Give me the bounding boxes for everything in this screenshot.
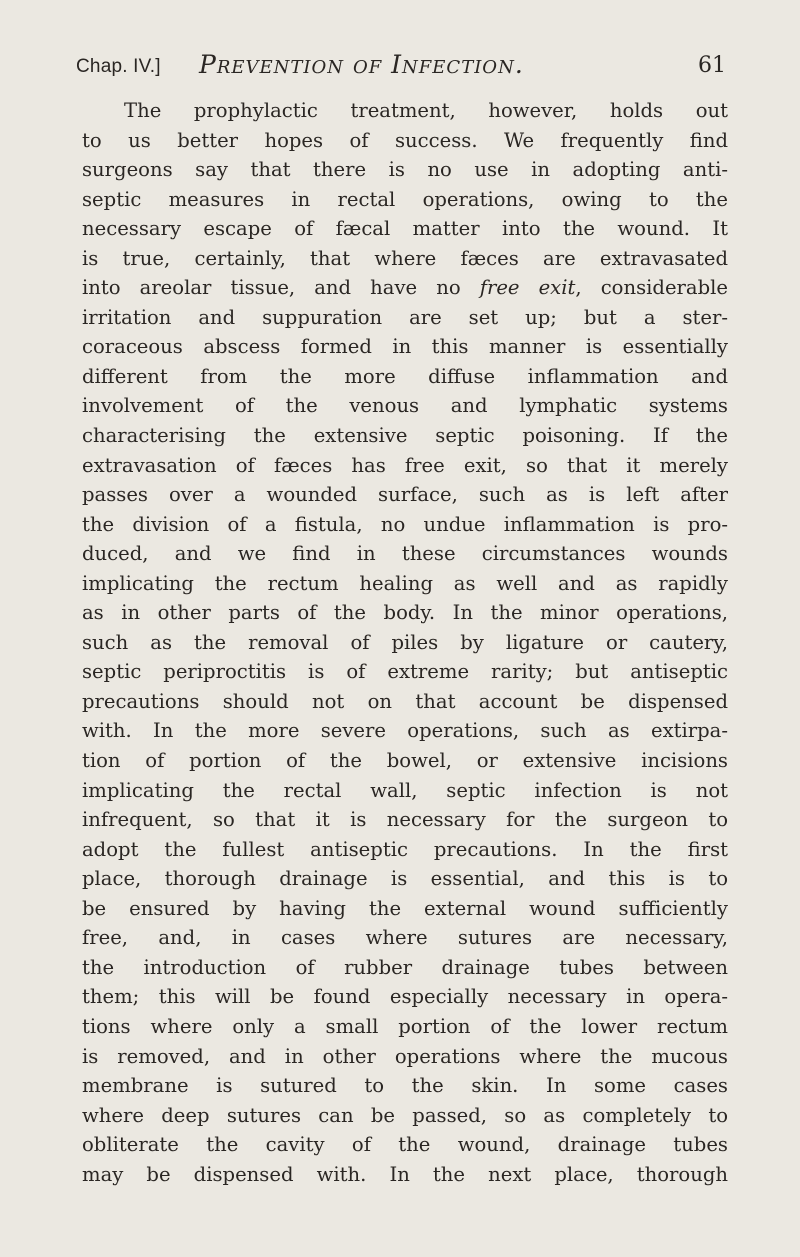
text-line: where deep sutures can be passed, so as completely to	[82, 1103, 728, 1127]
running-head	[76, 50, 726, 90]
body-paragraph	[82, 96, 728, 1189]
text-line: irritation and suppuration are set up; but a ster-	[82, 305, 728, 329]
text-line: involvement of the venous and lymphatic systems	[82, 394, 728, 418]
text-line: as in other parts of the body. In the minor operations,	[82, 601, 728, 625]
text-line: passes over a wounded surface, such as is left after	[82, 483, 728, 507]
text-line: with. In the more severe operations, such as extirpa-	[82, 719, 728, 743]
running-title: Prevention of Infection.	[199, 50, 524, 79]
text-line: is true, certainly, that where fæces are extravasated	[82, 246, 728, 270]
text-line: duced, and we find in these circumstances wounds	[82, 542, 728, 566]
italic-phrase: free exit	[479, 276, 576, 300]
text-line: septic measures in rectal operations, owing to the	[82, 187, 728, 211]
text-line: characterising the extensive septic poisoning. If the	[82, 424, 728, 448]
text-fragment: , considerable	[575, 276, 728, 300]
text-line: adopt the fullest antiseptic precautions. In the first	[82, 837, 728, 861]
text-line: implicating the rectum healing as well and as rapidly	[82, 571, 728, 595]
text-line: necessary escape of fæcal matter into the wound. It	[82, 217, 728, 241]
text-line: be ensured by having the external wound sufficiently	[82, 896, 728, 920]
text-line: surgeons say that there is no use in adopting anti-	[82, 158, 728, 182]
chapter-label: Chap. IV.]	[76, 56, 161, 77]
text-line: is removed, and in other operations where the mucous	[82, 1044, 728, 1068]
text-line: such as the removal of piles by ligature or cautery,	[82, 630, 728, 654]
text-line: the introduction of rubber drainage tubes between	[82, 955, 728, 979]
text-line: coraceous abscess formed in this manner is essentially	[82, 335, 728, 359]
text-line: tions where only a small portion of the lower rectum	[82, 1014, 728, 1038]
text-line: implicating the rectal wall, septic infection is not	[82, 778, 728, 802]
page-number: 61	[698, 53, 726, 78]
text-line: infrequent, so that it is necessary for the surgeon to	[82, 808, 728, 832]
text-line: different from the more diffuse inflammation and	[82, 364, 728, 388]
text-line: precautions should not on that account be dispensed	[82, 689, 728, 713]
text-line: place, thorough drainage is essential, and this is to	[82, 867, 728, 891]
text-line: obliterate the cavity of the wound, drainage tubes	[82, 1133, 728, 1157]
text-line: membrane is sutured to the skin. In some cases	[82, 1074, 728, 1098]
text-line: the division of a fistula, no undue inflammation is pro-	[82, 512, 728, 536]
text-line: extravasation of fæces has free exit, so that it merely	[82, 453, 728, 477]
text-line: free, and, in cases where sutures are necessary,	[82, 926, 728, 950]
text-line: tion of portion of the bowel, or extensive incisions	[82, 749, 728, 773]
text-line: The prophylactic treatment, however, holds out	[124, 99, 728, 122]
text-line: may be dispensed with. In the next place, thorough	[82, 1162, 728, 1186]
text-line: them; this will be found especially necessary in opera-	[82, 985, 728, 1009]
text-line: to us better hopes of success. We frequently find	[82, 128, 728, 152]
text-fragment: into areolar tissue, and have no	[82, 276, 461, 300]
text-line: septic periproctitis is of extreme rarity; but antiseptic	[82, 660, 728, 684]
text-line	[82, 273, 728, 303]
